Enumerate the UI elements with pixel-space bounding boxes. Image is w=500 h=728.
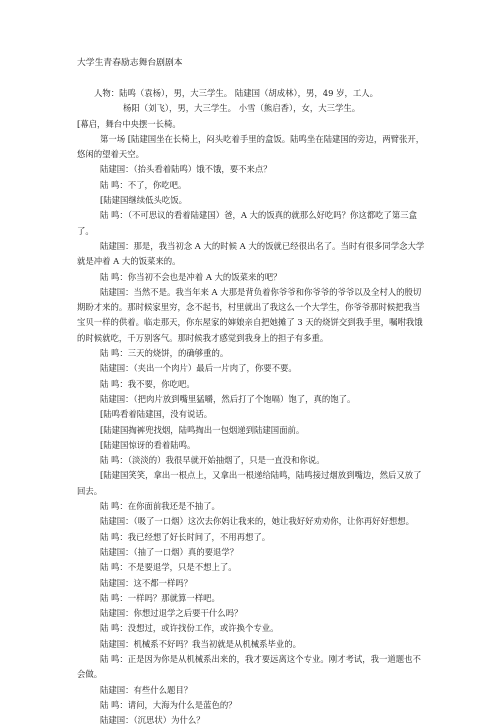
- script-paragraph: 陆 鸣：一样吗？那就算一样吧。: [100, 592, 220, 603]
- script-paragraph: 陆 鸣：我不要，你吃吧。: [100, 378, 195, 389]
- script-body: [77, 86, 425, 728]
- script-paragraph: 陆建国：当然不是。我当年来 A 大那是背负着你爷爷和你爷爷的爷爷以及全村人的殷切期盼才来的。那时候家里穷，念不起书，村里就出了我这么一个大学生，你爷爷那时候把我当宝贝一样的供着。临走那天，你东屋家的婶娘亲自把她摊了 3 天的烧饼交到我手里，嘱咐我饿的时候就吃，千万别客气。那时候我才感觉到我身上的担子有多重。: [77, 286, 423, 343]
- script-paragraph: 陆 鸣：不了，你吃吧。: [100, 179, 187, 190]
- script-paragraph: [陆建国掏裤兜找烟，陆鸣掏出一包烟递到陆建国面前。: [100, 424, 305, 435]
- script-paragraph: 陆 鸣：我已经想了好长时间了，不用再想了。: [100, 531, 271, 542]
- script-paragraph: 陆建国：那是，我当初念 A 大的时候 A 大的饭就已经很出名了。当时有很多同学念大学就是冲着 A 大的饭菜来的。: [77, 240, 425, 267]
- script-paragraph: 陆建国：（把肉片放到嘴里猛嚼，然后打了个饱嗝）饱了，真的饱了。: [100, 393, 356, 404]
- script-paragraph: 陆 鸣：（不可思议的看着陆建国）爸，A 大的饭真的就那么好吃吗？你这都吃了第三盒了。: [77, 210, 418, 236]
- script-paragraph: 陆 鸣：你当初不会也是冲着 A 大的饭菜来的吧？: [100, 271, 282, 282]
- script-paragraph: 陆建国：（夹出一个肉片）最后一片肉了，你要不要。: [100, 363, 297, 374]
- page-title: 大学生青春励志舞台剧剧本: [77, 58, 183, 68]
- script-paragraph: 陆 鸣：在你面前我还是不抽了。: [100, 501, 220, 512]
- script-paragraph: 杨阳（刘飞），男，大三学生。 小雪（熊启香），女，大三学生。: [123, 103, 361, 114]
- script-paragraph: 陆 鸣：正是因为你是从机械系出来的，我才要远离这个专业。刚才考试，我一道题也不会做。: [77, 653, 421, 680]
- script-paragraph: 陆 鸣：没想过，或许找份工作，或许换个专业。: [100, 623, 279, 634]
- script-paragraph: 第一场 [陆建国坐在长椅上，闷头吃着手里的盒饭。陆鸣坐在陆建国的旁边，两臂张开，悠闲的望着天空。: [77, 133, 425, 160]
- script-paragraph: [陆建国惊讶的看着陆鸣。: [100, 439, 196, 450]
- script-paragraph: 陆建国：你想过退学之后要干什么吗？: [100, 608, 243, 619]
- script-paragraph: 人物：陆鸣（袁杨），男，大三学生。 陆建国（胡成林），男，49 岁，工人。: [94, 88, 378, 98]
- script-paragraph: 陆建国：（抽了一口烟）真的要退学？: [100, 546, 239, 557]
- script-paragraph: 陆建国：（吸了一口烟）这次去你妈让我来的，她让我好好劝劝你，让你再好好想想。: [100, 516, 415, 527]
- script-paragraph: [陆建国继续低头吃饭。: [100, 195, 188, 206]
- script-paragraph: 陆建国：机械系不好吗？我当初就是从机械系毕业的。: [100, 638, 301, 649]
- script-paragraph: 陆 鸣：不是要退学，只是不想上了。: [100, 562, 237, 573]
- script-paragraph: 陆 鸣：请问，大海为什么是蓝色的？: [100, 699, 237, 710]
- script-paragraph: 陆 鸣：（淡淡的）我很早就开始抽烟了，只是一直没和你说。: [100, 455, 325, 466]
- script-paragraph: 陆建国：（抬头看着陆鸣）饿不饿，要不来点？: [100, 164, 272, 175]
- script-paragraph: [陆建国笑笑，拿出一根点上，又拿出一根递给陆鸣，陆鸣接过烟放到嘴边，然后又放了回去。: [77, 470, 422, 496]
- script-paragraph: [陆鸣看着陆建国，没有说话。: [100, 409, 213, 420]
- script-paragraph: 陆建国：（沉思状）为什么？: [100, 715, 205, 726]
- script-paragraph: 陆建国：有些什么题目？: [100, 684, 193, 695]
- script-paragraph: 陆 鸣：三天的烧饼，的确够重的。: [100, 348, 229, 359]
- script-paragraph: 陆建国：这不都一样吗？: [100, 577, 193, 588]
- script-paragraph: [幕启，舞台中央摆一长椅。: [77, 118, 181, 129]
